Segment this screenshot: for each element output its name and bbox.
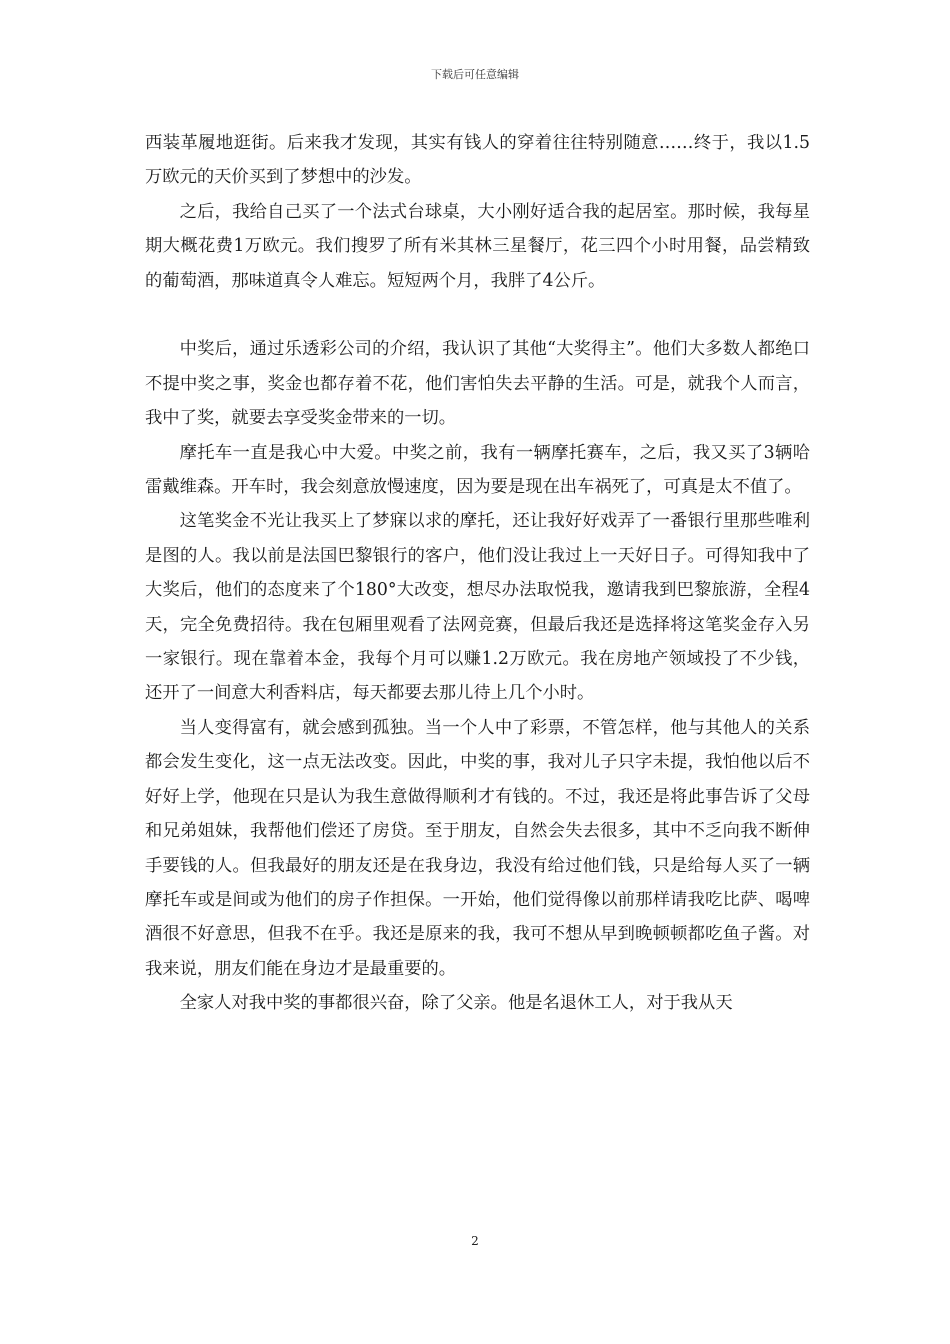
- document-body: [145, 126, 810, 1021]
- paragraph-4: 摩托车一直是我心中大爱。中奖之前，我有一辆摩托赛车，之后，我又买了3辆哈雷戴维森。开车时，我会刻意放慢速度，因为要是现在出车祸死了，可真是太不值了。: [145, 442, 810, 498]
- paragraph-1: 西装革履地逛街。后来我才发现，其实有钱人的穿着往往特别随意……终于，我以1.5万欧元的天价买到了梦想中的沙发。: [145, 133, 810, 188]
- paragraph-6: 当人变得富有，就会感到孤独。当一个人中了彩票，不管怎样，他与其他人的关系都会发生变化，这一点无法改变。因此，中奖的事，我对儿子只字未提，我怕他以后不好好上学，他现在只是认为我生意做得顺利才有钱的。不过，我还是将此事告诉了父母和兄弟姐妹，我帮他们偿还了房贷。至于朋友，自然会失去很多，其中不乏向我不断伸手要钱的人。但我最好的朋友还是在我身边，我没有给过他们钱，只是给每人买了一辆摩托车或是间或为他们的房子作担保。一开始，他们觉得像以前那样请我吃比萨、喝啤酒很不好意思，但我不在乎。我还是原来的我，我可不想从早到晚顿顿都吃鱼子酱。对我来说，朋友们能在身边才是最重要的。: [145, 717, 810, 979]
- page-header: 下载后可任意编辑: [431, 68, 519, 81]
- paragraph-3: 中奖后，通过乐透彩公司的介绍，我认识了其他“大奖得主”。他们大多数人都绝口不提中奖之事，奖金也都存着不花，他们害怕失去平静的生活。可是，就我个人而言，我中了奖，就要去享受奖金带来的一切。: [145, 339, 810, 429]
- paragraph-2: 之后，我给自己买了一个法式台球桌，大小刚好适合我的起居室。那时候，我每星期大概花费1万欧元。我们搜罗了所有米其林三星餐厅，花三四个小时用餐，品尝精致的葡萄酒，那味道真令人难忘。短短两个月，我胖了4公斤。: [145, 201, 810, 291]
- paragraph-5: 这笔奖金不光让我买上了梦寐以求的摩托，还让我好好戏弄了一番银行里那些唯利是图的人。我以前是法国巴黎银行的客户，他们没让我过上一天好日子。可得知我中了大奖后，他们的态度来了个180°大改变，想尽办法取悦我，邀请我到巴黎旅游，全程4天，完全免费招待。我在包厢里观看了法网竞赛，但最后我还是选择将这笔奖金存入另一家银行。现在靠着本金，我每个月可以赚1.2万欧元。我在房地产领域投了不少钱，还开了一间意大利香料店，每天都要去那儿待上几个小时。: [145, 511, 810, 704]
- paragraph-7: 全家人对我中奖的事都很兴奋，除了父亲。他是名退休工人，对于我从天: [179, 993, 733, 1014]
- page-number: 2: [471, 1234, 479, 1248]
- paragraph-gap: [145, 298, 810, 332]
